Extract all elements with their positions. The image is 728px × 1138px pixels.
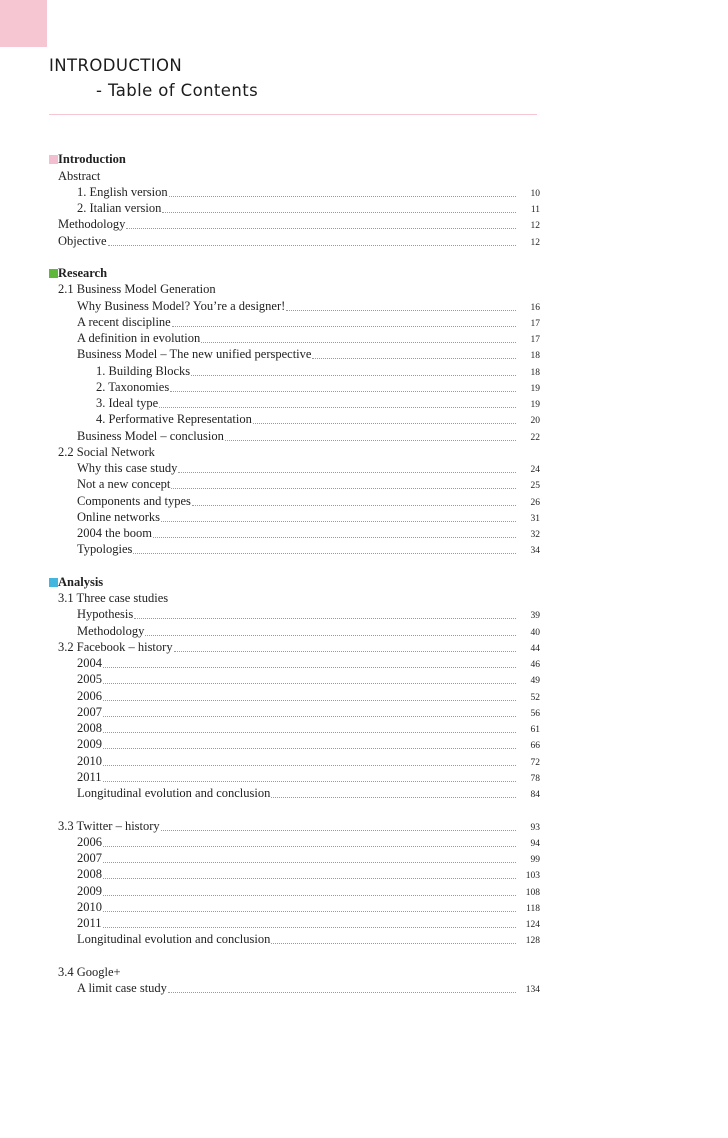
- toc-entry-title: 3.2 Facebook – history: [58, 639, 173, 654]
- dot-leader: [103, 895, 516, 896]
- toc-entry: [49, 622, 540, 638]
- toc-entry-title: Components and types: [77, 493, 191, 508]
- toc-entry-title: 2.2 Social Network: [58, 444, 155, 459]
- toc-page-number: 78: [530, 773, 540, 784]
- toc-page-number: 17: [530, 318, 540, 329]
- toc-page-number: 26: [530, 497, 540, 508]
- toc-page-number: 118: [526, 903, 540, 914]
- toc-entry: [49, 492, 540, 508]
- toc-entry: [49, 444, 540, 460]
- toc-entry: [49, 200, 540, 216]
- header-divider: [49, 114, 537, 115]
- dot-leader: [271, 797, 516, 798]
- toc-entry: [49, 314, 540, 330]
- toc-page-number: 19: [530, 400, 540, 410]
- page-header: [49, 56, 258, 101]
- dot-leader: [168, 992, 516, 993]
- toc-page-number: 66: [530, 741, 540, 752]
- dot-leader: [103, 700, 516, 701]
- dot-leader: [134, 618, 516, 619]
- toc-entry: [49, 752, 540, 768]
- dot-leader: [225, 440, 516, 441]
- toc-entry-title: 2006: [77, 834, 102, 849]
- toc-entry: [49, 769, 540, 785]
- dot-leader: [103, 846, 516, 847]
- dot-leader: [161, 521, 516, 522]
- toc-entry: [49, 882, 540, 898]
- toc-entry-title: 2006: [77, 688, 102, 703]
- toc-entry: [49, 866, 540, 882]
- toc-section-heading: [49, 265, 540, 281]
- dot-leader: [108, 245, 516, 246]
- dot-leader: [192, 505, 516, 506]
- dot-leader: [312, 358, 516, 359]
- toc-entry-title: 2008: [77, 721, 102, 735]
- toc-entry-title: Longitudinal evolution and conclusion: [77, 932, 271, 947]
- toc-entry: [49, 834, 540, 850]
- toc-page-number: 46: [530, 660, 540, 670]
- toc-entry-title: 2007: [77, 851, 102, 865]
- toc-entry: [49, 184, 540, 200]
- toc-entry: [49, 167, 540, 183]
- toc-entry-title: 2010: [77, 899, 102, 914]
- toc-entry-title: Why Business Model? You’re a designer!: [77, 298, 286, 313]
- toc-entry-title: Business Model – The new unified perspective: [77, 347, 312, 362]
- toc-page-number: 12: [530, 237, 540, 248]
- toc-page-number: 134: [525, 985, 540, 995]
- toc-entry-title: Not a new concept: [77, 477, 171, 492]
- section-title: Introduction: [58, 152, 126, 167]
- toc-entry-title: 1. Building Blocks: [96, 363, 191, 378]
- toc-entry: [49, 395, 540, 411]
- toc-entry: [49, 411, 540, 427]
- toc-entry-title: Typologies: [77, 542, 133, 557]
- dot-leader: [103, 911, 516, 912]
- toc-entry-title: Longitudinal evolution and conclusion: [77, 786, 271, 800]
- toc-entry: [49, 509, 540, 525]
- toc-entry: [49, 639, 540, 655]
- toc-entry-title: Business Model – conclusion: [77, 428, 224, 443]
- dot-leader: [133, 553, 516, 554]
- dot-leader: [153, 537, 516, 538]
- toc-entry-title: A recent discipline: [77, 314, 171, 329]
- toc-entry-title: Objective: [58, 233, 107, 248]
- toc-entry-title: 2007: [77, 704, 102, 719]
- dot-leader: [162, 212, 516, 213]
- toc-entry: [49, 460, 540, 476]
- toc-entry-title: 2009: [77, 737, 102, 752]
- dot-leader: [103, 667, 516, 668]
- toc-page-number: 99: [530, 855, 540, 865]
- toc-page-number: 49: [530, 676, 540, 687]
- toc-entry-title: 2. Italian version: [77, 201, 162, 215]
- dot-leader: [253, 423, 516, 424]
- toc-entry-title: 2004 the boom: [77, 526, 152, 540]
- dot-leader: [103, 927, 516, 928]
- dot-leader: [103, 716, 516, 717]
- toc-entry: [49, 915, 540, 931]
- dot-leader: [103, 732, 516, 733]
- dot-leader: [286, 310, 516, 311]
- toc-entry-title: 4. Performative Representation: [96, 412, 252, 427]
- toc-entry: [49, 362, 540, 378]
- dot-leader: [103, 781, 516, 782]
- toc-entry: [49, 687, 540, 703]
- toc-page-number: 61: [530, 725, 540, 735]
- toc-page-number: 12: [530, 221, 540, 232]
- toc-spacer: [49, 557, 540, 573]
- section-color-marker: [49, 269, 58, 278]
- toc-page-number: 18: [530, 367, 540, 378]
- toc-page-number: 108: [525, 887, 540, 898]
- toc-entry: [49, 346, 540, 362]
- toc-entry: [49, 964, 540, 980]
- dot-leader: [103, 748, 516, 749]
- toc-entry: [49, 330, 540, 346]
- toc-entry-title: 3.3 Twitter – history: [58, 818, 160, 833]
- toc-entry: [49, 850, 540, 866]
- dot-leader: [171, 488, 516, 489]
- dot-leader: [191, 375, 516, 376]
- toc-entry-title: 2. Taxonomies: [96, 379, 170, 394]
- toc-page-number: 16: [530, 302, 540, 313]
- toc-entry-title: Abstract: [58, 168, 101, 183]
- toc-entry: [49, 232, 540, 248]
- dot-leader: [201, 342, 516, 343]
- toc-entry: [49, 476, 540, 492]
- toc-spacer: [49, 801, 540, 817]
- dot-leader: [159, 407, 516, 408]
- toc-entry-title: 3.4 Google+: [58, 964, 121, 979]
- dot-leader: [161, 830, 516, 831]
- toc-entry-title: 3. Ideal type: [96, 396, 159, 410]
- toc-entry: [49, 655, 540, 671]
- toc-entry: [49, 590, 540, 606]
- dot-leader: [103, 862, 516, 863]
- dot-leader: [103, 878, 516, 879]
- toc-spacer: [49, 249, 540, 265]
- toc-page-number: 40: [530, 627, 540, 638]
- toc-entry: [49, 931, 540, 947]
- toc-page-number: 34: [530, 546, 540, 557]
- section-title: Analysis: [58, 574, 104, 589]
- toc-entry-title: 2009: [77, 883, 102, 898]
- toc-page-number: 72: [530, 757, 540, 768]
- toc-page-number: 124: [525, 920, 540, 930]
- page-title: INTRODUCTION: [49, 56, 183, 75]
- toc-entry: [49, 671, 540, 687]
- toc-entry-title: 2.1 Business Model Generation: [58, 282, 216, 297]
- toc-entry: [49, 980, 540, 996]
- toc-page-number: 31: [530, 513, 540, 524]
- toc-page-number: 93: [530, 822, 540, 833]
- toc-entry: [49, 297, 540, 313]
- dot-leader: [174, 651, 516, 652]
- toc-entry-title: Methodology: [58, 217, 126, 232]
- toc-entry: [49, 427, 540, 443]
- toc-page-number: 128: [525, 936, 540, 947]
- dot-leader: [103, 683, 516, 684]
- toc-entry-title: 2005: [77, 672, 102, 687]
- toc-entry: [49, 817, 540, 833]
- toc-page-number: 22: [530, 432, 540, 443]
- section-color-marker: [49, 578, 58, 587]
- toc-page-number: 32: [530, 530, 540, 540]
- toc-page-number: 103: [525, 871, 540, 882]
- toc-entry: [49, 281, 540, 297]
- section-title: Research: [58, 266, 108, 280]
- toc-page-number: 94: [530, 838, 540, 849]
- toc-page-number: 11: [530, 205, 540, 215]
- toc-entry: [49, 720, 540, 736]
- dot-leader: [126, 228, 516, 229]
- toc-page-number: 39: [530, 611, 540, 622]
- dot-leader: [145, 635, 516, 636]
- toc-section-heading: [49, 151, 540, 167]
- toc-page-number: 24: [530, 465, 540, 475]
- page-subtitle: - Table of Contents: [96, 81, 259, 100]
- toc-entry: [49, 736, 540, 752]
- dot-leader: [271, 943, 516, 944]
- dot-leader: [103, 765, 516, 766]
- table-of-contents: [49, 151, 540, 996]
- toc-section-heading: [49, 574, 540, 590]
- toc-entry: [49, 379, 540, 395]
- toc-entry-title: Why this case study: [77, 461, 178, 475]
- toc-entry-title: 2008: [77, 867, 102, 882]
- toc-page-number: 17: [530, 335, 540, 345]
- dot-leader: [178, 472, 516, 473]
- section-color-marker: [49, 155, 58, 164]
- corner-color-block: [0, 0, 47, 47]
- toc-entry-title: 2010: [77, 753, 102, 768]
- toc-entry-title: 2004: [77, 656, 102, 670]
- toc-entry-title: 2011: [77, 916, 102, 930]
- toc-entry-title: A definition in evolution: [77, 331, 201, 345]
- toc-entry: [49, 704, 540, 720]
- toc-entry: [49, 899, 540, 915]
- toc-entry: [49, 216, 540, 232]
- toc-page-number: 44: [530, 643, 540, 654]
- toc-page-number: 84: [530, 790, 540, 800]
- toc-entry-title: 3.1 Three case studies: [58, 591, 169, 605]
- toc-page-number: 18: [530, 351, 540, 362]
- toc-page-number: 56: [530, 708, 540, 719]
- toc-page-number: 20: [530, 416, 540, 427]
- dot-leader: [172, 326, 516, 327]
- toc-spacer: [49, 947, 540, 963]
- toc-entry-title: Online networks: [77, 509, 160, 524]
- toc-page-number: 19: [530, 383, 540, 394]
- toc-entry-title: A limit case study: [77, 981, 167, 995]
- toc-page-number: 52: [530, 692, 540, 703]
- toc-entry: [49, 525, 540, 541]
- toc-entry-title: 1. English version: [77, 184, 168, 199]
- toc-page-number: 25: [530, 481, 540, 492]
- toc-entry-title: 2011: [77, 769, 102, 784]
- toc-entry-title: Methodology: [77, 623, 145, 638]
- toc-entry-title: Hypothesis: [77, 607, 134, 622]
- toc-entry: [49, 785, 540, 801]
- dot-leader: [170, 391, 516, 392]
- dot-leader: [169, 196, 516, 197]
- toc-entry: [49, 541, 540, 557]
- toc-page-number: 10: [530, 188, 540, 199]
- toc-entry: [49, 606, 540, 622]
